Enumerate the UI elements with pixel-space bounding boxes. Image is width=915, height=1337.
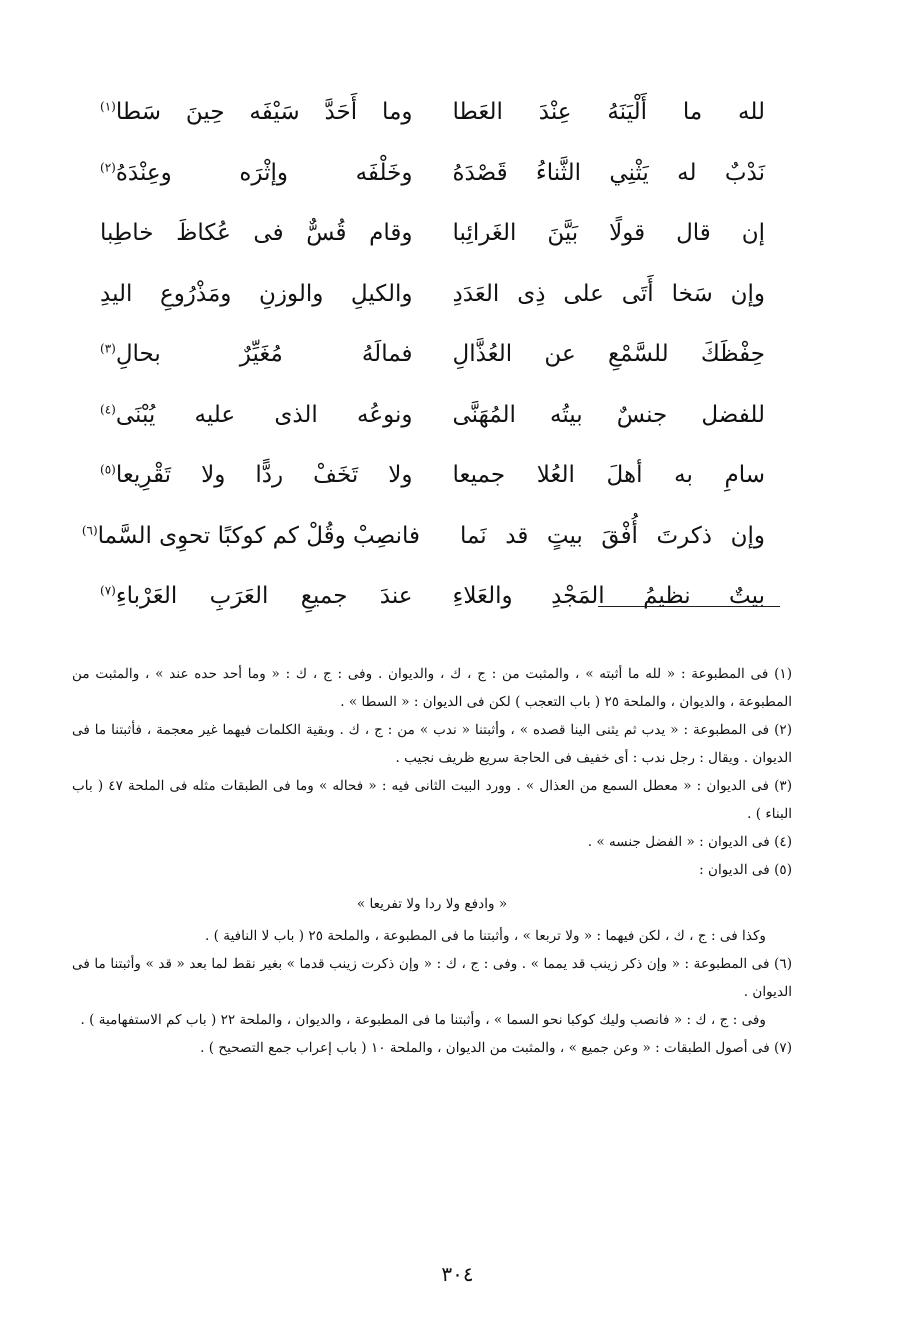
hemistich-second: فمالَهُ مُغَيِّرٌ بحالِ$^{(٣)}$ xyxy=(100,341,413,368)
footnote-6: (٦) فى المطبوعة : « وإن ذكر زينب قد يمما » . وفى : ج ، ك : « وإن ذكرت زينب قدما » بغير نقط لما بعد « قد » وأثبتنا ما فى الديوان . xyxy=(72,956,792,1000)
footnote-7: (٧) فى أصول الطبقات : « وعن جميع » ، والمثبت من الديوان ، والملحة ١٠ ( باب إعراب جمع التصحيح ) . xyxy=(200,1040,792,1056)
hemistich-first: نَدْبٌ له يَثْنِي الثَّناءُ قَصْدَهُ xyxy=(452,159,765,186)
note-ref: (١) xyxy=(100,99,116,114)
verse-4 xyxy=(100,264,765,325)
hemistich-second: وخَلْفَه وإثْرَه وعِنْدَهُ$^{(٢)}$ xyxy=(100,159,413,186)
hemistich-first: وإن سَخا أَتَى على ذِى العَدَدِ xyxy=(452,280,765,307)
footnote-5: (٥) فى الديوان : xyxy=(699,862,792,878)
note-ref: (٣) xyxy=(100,341,116,356)
verse-5 xyxy=(100,324,765,385)
verse-2 xyxy=(100,143,765,204)
quoted-verse: « وادفع ولا ردا ولا تفريعا » xyxy=(356,896,508,912)
note-ref: (٤) xyxy=(100,402,116,417)
footnote-6-continued: وفى : ج ، ك : « فانصب وليك كوكبا نحو السما » ، وأثبتنا ما فى المطبوعة ، والديوان ، والملحة ٢٢ ( باب كم الاستفهامية ) . xyxy=(80,1012,766,1028)
hemistich-second: ولا تَخَفْ ردًّا ولا تَقْرِيعا$^{(٥)}$ xyxy=(100,462,413,489)
hemistich-first: سامِ به أهلَ العُلا جميعا xyxy=(452,462,765,489)
hemistich-second: عندَ جميعِ العَرَبِ العَرْباءِ$^{(٧)}$ xyxy=(100,583,413,610)
footnote-separator xyxy=(598,606,780,607)
verse-1 xyxy=(100,82,765,143)
footnote-5-continued: وكذا فى : ج ، ك ، لكن فيهما : « ولا تربعا » ، وأثبتنا ما فى المطبوعة ، والملحة ٢٥ ( باب لا النافية ) . xyxy=(205,928,766,944)
note-ref: (٦) xyxy=(81,523,98,538)
hemistich-first: لله ما أَلْيَنَهُ عِنْدَ العَطا xyxy=(452,99,765,126)
verse-9 xyxy=(100,566,765,627)
hemistich-second: فانصِبْ وقُلْ كم كوكبًا تحوِى السَّما$^{(٦)}$ xyxy=(81,522,420,549)
footnotes xyxy=(72,660,792,1062)
note-ref: (٧) xyxy=(100,583,116,598)
hemistich-second: ونوعُه الذى عليه يُبْنَى$^{(٤)}$ xyxy=(100,401,413,428)
footnote-3: (٣) فى الديوان : « معطل السمع من العذال » . وورد البيت الثانى فيه : « فحاله » وما فى الطبقات مثله فى الملحة ٤٧ ( باب البناء ) . xyxy=(72,778,793,822)
verse-8 xyxy=(81,506,765,567)
hemistich-second: والكيلِ والوزنِ ومَذْرُوعِ اليدِ xyxy=(100,280,413,307)
verse-3 xyxy=(100,203,765,264)
footnote-1: (١) فى المطبوعة : « لله ما أثبته » ، والمثبت من : ج ، ك ، والديوان . وفى : ج ، ك : « وما أحد حده عند » ، والمثبت من المطبوعة ، والديوان ، والملحة ٢٥ ( باب التعجب ) لكن فى الديوان : « السطا » . xyxy=(72,666,792,710)
note-ref: (٥) xyxy=(100,462,116,477)
footnote-4: (٤) فى الديوان : « الفضل جنسه » . xyxy=(587,834,792,850)
poem xyxy=(81,82,765,627)
hemistich-second: وما أَحَدَّ سَيْفَه حِينَ سَطا$^{(١)}$ xyxy=(100,99,413,126)
verse-6 xyxy=(100,385,765,446)
footnote-2: (٢) فى المطبوعة : « يدب ثم يثنى الينا قصده » ، وأثبتنا « ندب » من : ج ، ك . وبقية الكلمات فيهما غير معجمة ، فأثبتنا ما فى الديوان . ويقال : رجل ندب : أى خفيف فى الحاجة سريع ظريف نجيب . xyxy=(72,722,792,766)
hemistich-first: وإن ذكرتَ أُفْقَ بيتٍ قد نَما xyxy=(460,522,765,549)
hemistich-first: حِفْظَكَ للسَّمْعِ عن العُذَّالِ xyxy=(452,341,765,368)
page-number: ٣٠٤ xyxy=(441,1262,474,1286)
verse-7 xyxy=(100,445,765,506)
hemistich-second: وقام قُسٌّ فى عُكاظَ خاطِبا xyxy=(100,220,413,247)
hemistich-first: للفضل جنسٌ بيتُه المُهَنَّى xyxy=(452,401,765,428)
hemistich-first: بيتٌ نظيمُ المَجْدِ والعَلاءِ xyxy=(452,583,765,610)
hemistich-first: إن قال قولًا بَيَّنَ الغَرائِبا xyxy=(452,220,765,247)
note-ref: (٢) xyxy=(100,160,116,175)
